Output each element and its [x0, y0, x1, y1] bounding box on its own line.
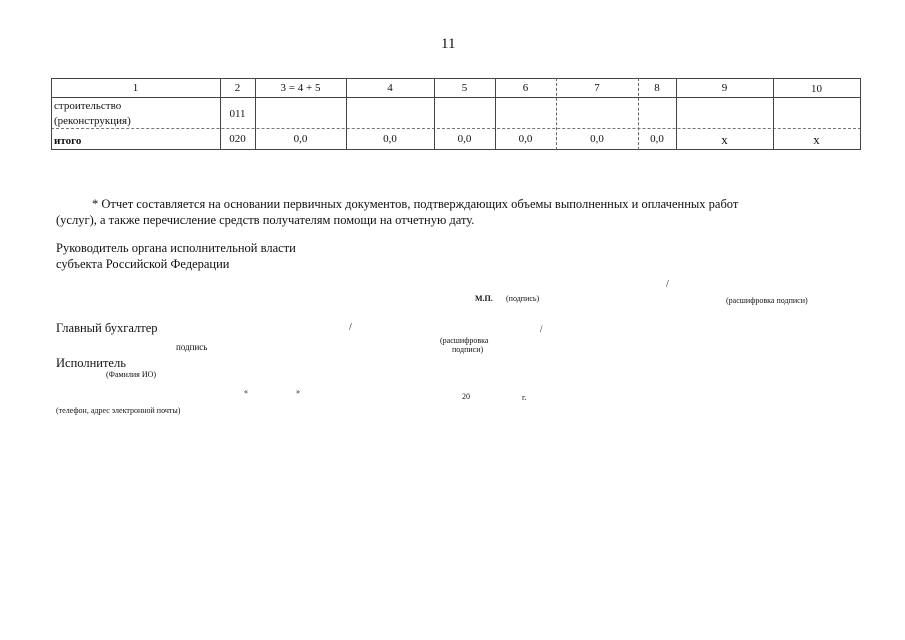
- header-col-10: 10: [811, 83, 822, 95]
- executor-label: Исполнитель: [56, 356, 126, 370]
- chief-accountant-signature-caption: подпись: [176, 342, 208, 352]
- header-col-8: 8: [654, 82, 660, 94]
- head-decode-caption: (расшифровка подписи): [726, 296, 808, 305]
- table-col-line: [860, 78, 861, 150]
- header-col-5: 5: [461, 82, 468, 94]
- table-bottom-border: [51, 149, 861, 150]
- chief-accountant-slash-1: /: [349, 322, 352, 333]
- chief-accountant-decode-caption-2: подписи): [452, 345, 484, 354]
- date-quote-close: »: [296, 387, 300, 396]
- header-col-7: 7: [594, 82, 600, 94]
- date-year-prefix: 20: [462, 392, 470, 401]
- table-top-border: [51, 78, 861, 79]
- page-number: 11: [441, 36, 456, 52]
- row-construction-label-line1: строительство: [54, 100, 122, 112]
- row-total-col-7: 0,0: [590, 133, 604, 145]
- row-total-col-3: 0,0: [293, 133, 308, 145]
- chief-accountant-label: Главный бухгалтер: [56, 321, 158, 335]
- head-title-line-2: субъекта Российской Федерации: [56, 257, 230, 271]
- date-year-suffix: г.: [522, 393, 527, 402]
- chief-accountant-slash-2: /: [540, 324, 543, 334]
- executor-name-caption: (Фамилия ИО): [106, 370, 157, 379]
- row-total-code: 020: [229, 133, 246, 145]
- row-construction-label-line2: (реконструкция): [54, 115, 131, 127]
- date-quote-open: «: [244, 387, 248, 396]
- header-col-9: 9: [721, 82, 728, 94]
- header-col-3: 3 = 4 + 5: [280, 82, 321, 94]
- footnote-line-1: * Отчет составляется на основании первичных документов, подтверждающих объемы выполненных и оплаченных работ: [92, 197, 739, 211]
- executor-contact-caption: (телефон, адрес электронной почты): [56, 406, 181, 415]
- head-signature-caption: (подпись): [506, 294, 540, 303]
- row-total-col-10: х: [813, 132, 820, 147]
- report-table: [51, 78, 861, 150]
- row-total-col-5: 0,0: [457, 133, 472, 145]
- chief-accountant-decode-caption-1: (расшифровка: [440, 336, 489, 345]
- table-header-border: [51, 97, 861, 98]
- header-col-2: 2: [234, 82, 241, 94]
- head-title-line-1: Руководитель органа исполнительной власти: [56, 241, 296, 255]
- footnote-line-2: (услуг), а также перечисление средств получателям помощи на отчетную дату.: [56, 213, 475, 227]
- table-row-border: [51, 128, 861, 129]
- head-signature-slash: /: [666, 279, 669, 290]
- row-construction-code: 011: [229, 108, 246, 120]
- header-col-6: 6: [522, 82, 529, 94]
- row-total-col-4: 0,0: [383, 133, 397, 145]
- row-total-col-6: 0,0: [518, 133, 533, 145]
- header-col-4: 4: [387, 82, 393, 94]
- row-total-label: итого: [54, 135, 82, 147]
- row-total-col-8: 0,0: [650, 133, 664, 145]
- stamp-label: М.П.: [475, 294, 493, 303]
- row-total-col-9: х: [721, 132, 728, 147]
- header-col-1: 1: [132, 82, 139, 94]
